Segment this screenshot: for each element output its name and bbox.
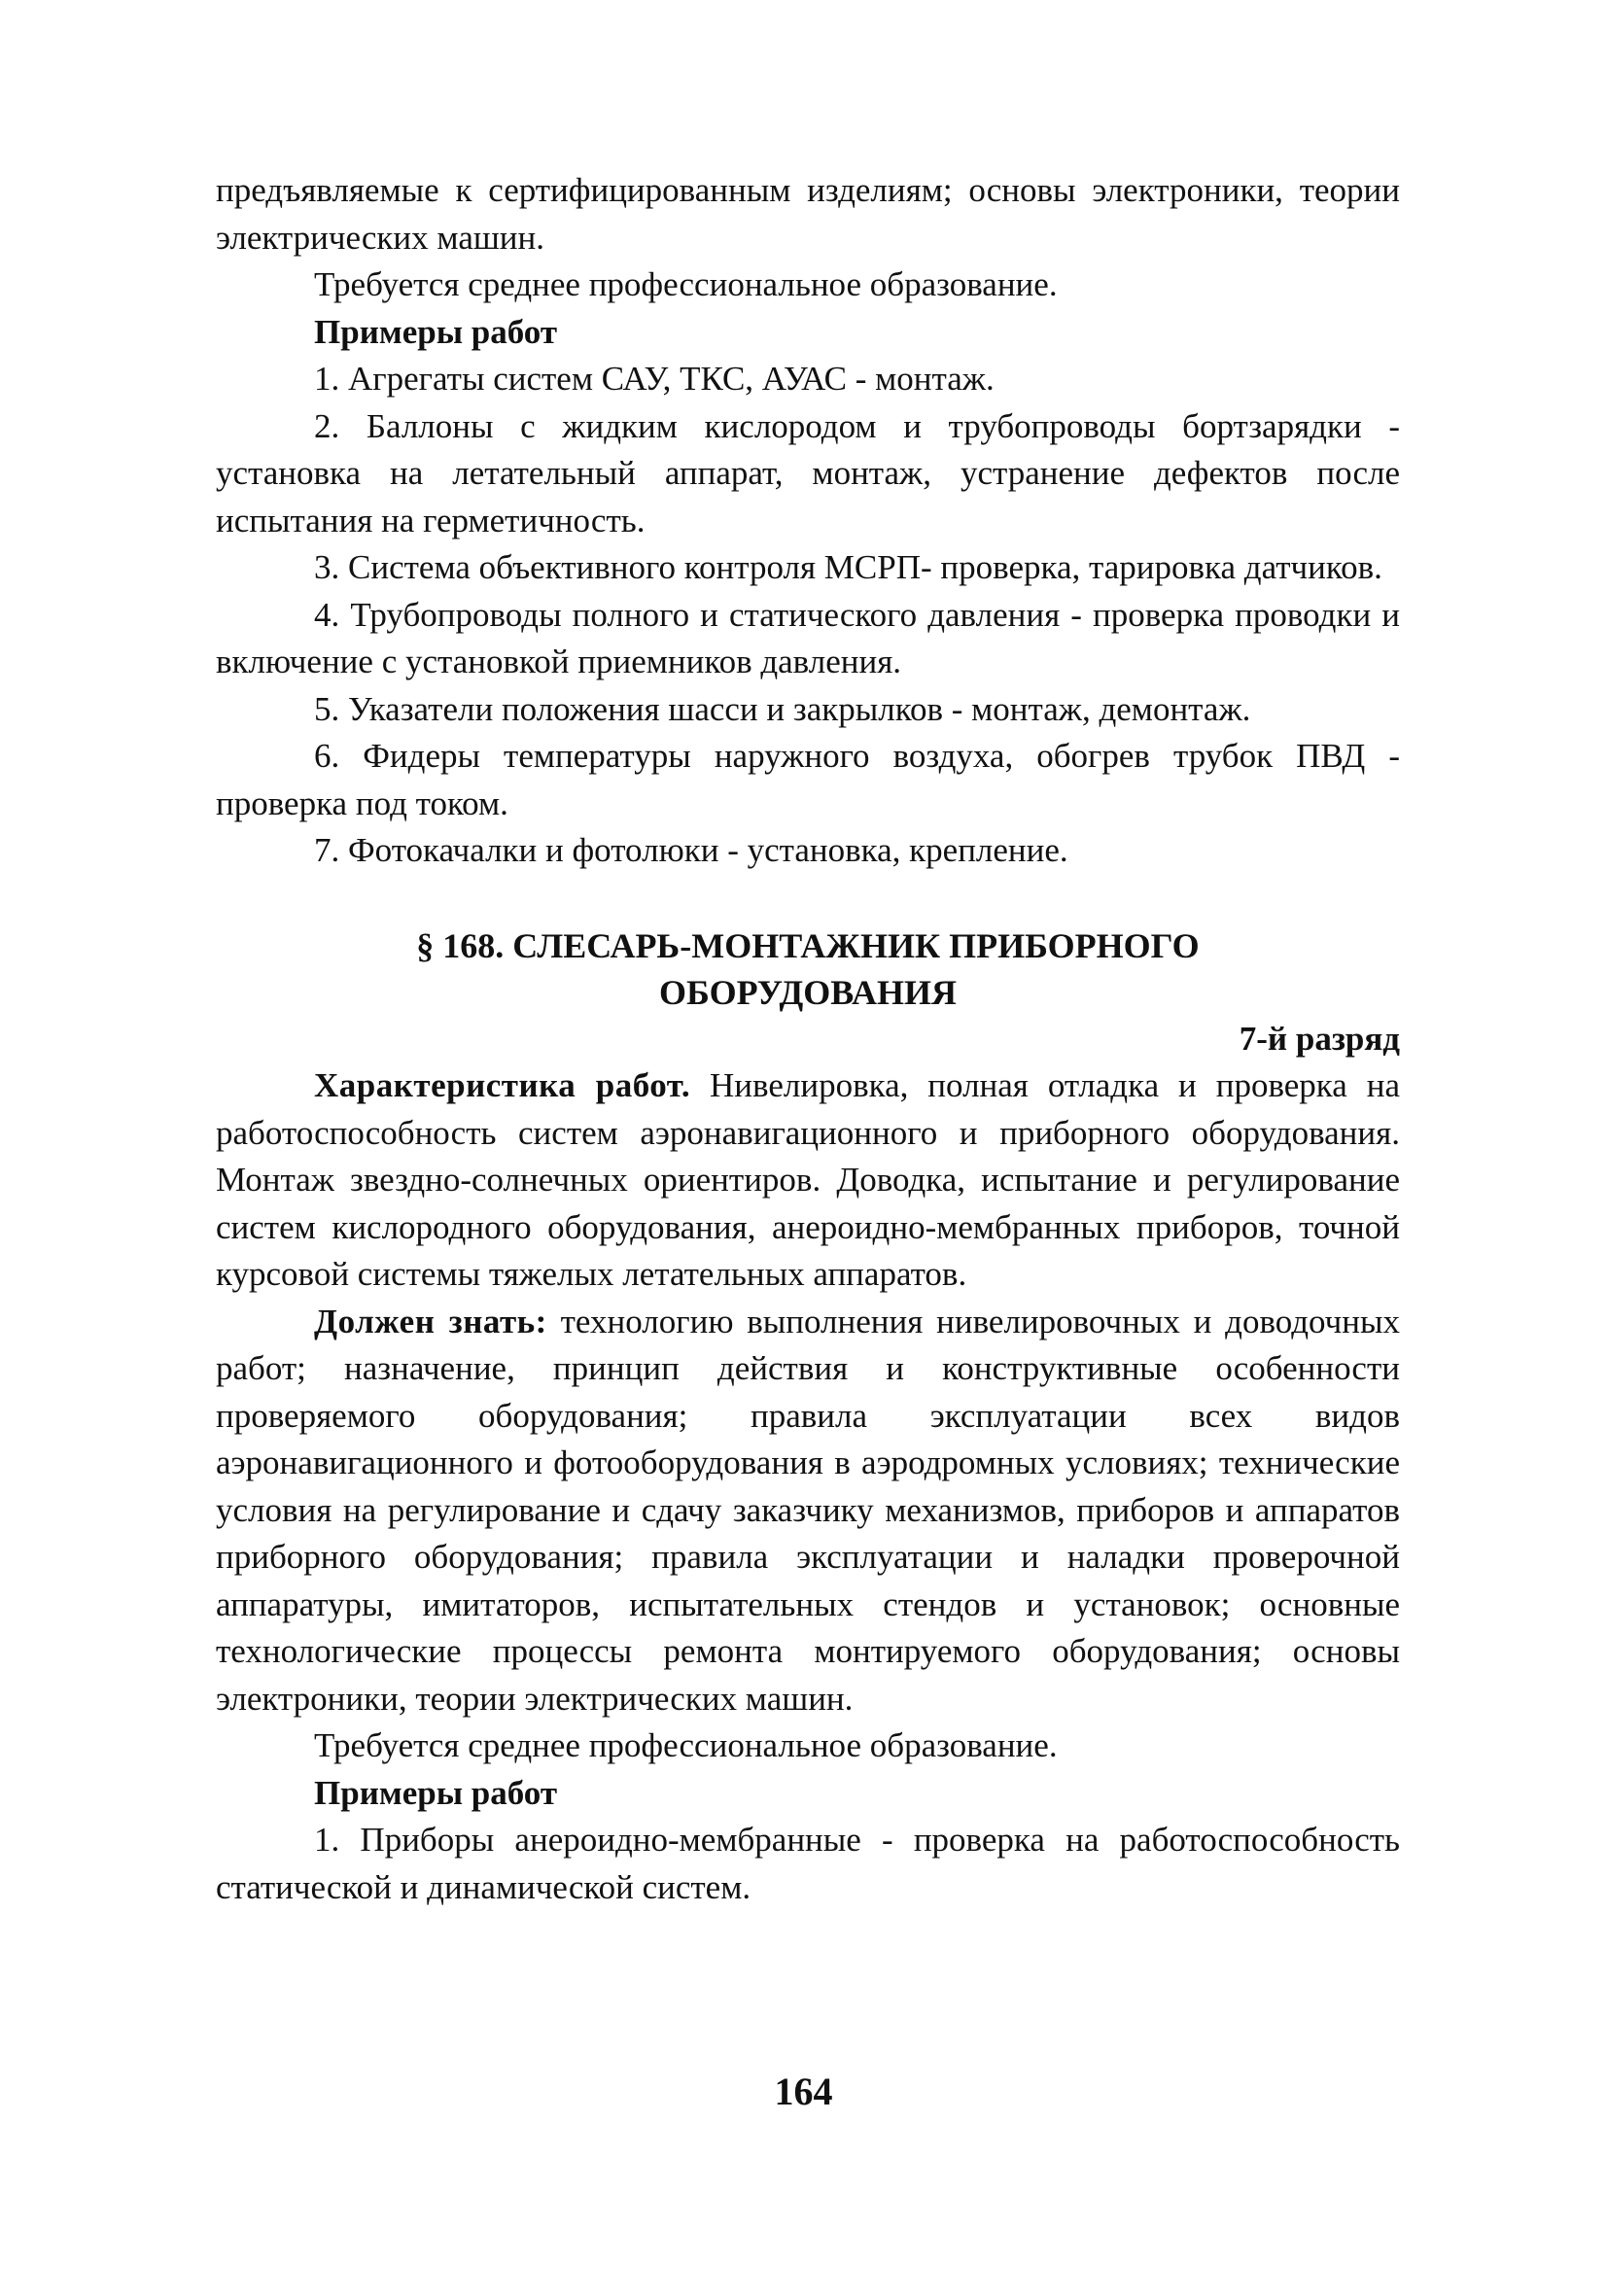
example-item: 2. Баллоны с жидким кислородом и трубопроводы бортзарядки - установка на летательный аппарат, монтаж, устранение дефектов после испытания на герметичность. bbox=[216, 406, 1400, 539]
section-education-requirement: Требуется среднее профессиональное образование. bbox=[314, 1726, 1058, 1764]
example-item: 6. Фидеры температуры наружного воздуха, обогрев трубок ПВД - проверка под током. bbox=[216, 737, 1400, 822]
paragraph-continuation: предъявляемые к сертифицированным изделиям; основы электроники, теории электрических машин. bbox=[216, 171, 1400, 257]
section-heading-line-2: ОБОРУДОВАНИЯ bbox=[659, 972, 957, 1012]
example-item: 4. Трубопроводы полного и статического давления - проверка проводки и включение с установкой приемников давления. bbox=[216, 595, 1400, 680]
example-item: 3. Система объективного контроля МСРП- проверка, тарировка датчиков. bbox=[314, 548, 1382, 586]
knowledge-paragraph bbox=[216, 1299, 1400, 1723]
characteristics-label: Характеристика работ. bbox=[314, 1066, 691, 1104]
knowledge-label: Должен знать: bbox=[314, 1302, 547, 1340]
section-example-item: 1. Приборы анероидно-мембранные - проверка на работоспособность статической и динамической систем. bbox=[216, 1821, 1400, 1906]
example-item: 1. Агрегаты систем САУ, ТКС, АУАС - монтаж. bbox=[314, 360, 995, 398]
section-heading bbox=[216, 922, 1400, 1016]
characteristics-text: Нивелировка, полная отладка и проверка на работоспособность систем аэронавигационного и приборного оборудования. Монтаж звездно-солнечных ориентиров. Доводка, испытание и регулирование систем кислородного оборудования, анероидно-мембранных приборов, точной курсовой системы тяжелых летательных аппаратов. bbox=[216, 1066, 1401, 1293]
knowledge-text: технологию выполнения нивелировочных и доводочных работ; назначение, принцип действия и конструктивные особенности проверяемого оборудования; правила эксплуатации всех видов аэронавигационного и фотооборудования в аэродромных условиях; технические условия на регулирование и сдачу заказчику механизмов, приборов и аппаратов приборного оборудования; правила эксплуатации и наладки проверочной аппаратуры, имитаторов, испытательных стендов и установок; основные технологические процессы ремонта монтируемого оборудования; основы электроники, теории электрических машин. bbox=[216, 1302, 1400, 1718]
education-requirement: Требуется среднее профессиональное образование. bbox=[314, 265, 1058, 303]
examples-title: Примеры работ bbox=[314, 312, 558, 351]
characteristics-paragraph bbox=[216, 1062, 1400, 1299]
page-number: 164 bbox=[774, 2070, 833, 2113]
section-heading-line-1: § 168. СЛЕСАРЬ-МОНТАЖНИК ПРИБОРНОГО bbox=[416, 925, 1200, 965]
grade-label: 7-й разряд bbox=[1239, 1019, 1400, 1058]
example-item: 5. Указатели положения шасси и закрылков - монтаж, демонтаж. bbox=[314, 689, 1251, 728]
example-item: 7. Фотокачалки и фотолюки - установка, крепление. bbox=[314, 831, 1068, 869]
document-page bbox=[216, 167, 1400, 1911]
section-examples-title: Примеры работ bbox=[314, 1773, 558, 1812]
